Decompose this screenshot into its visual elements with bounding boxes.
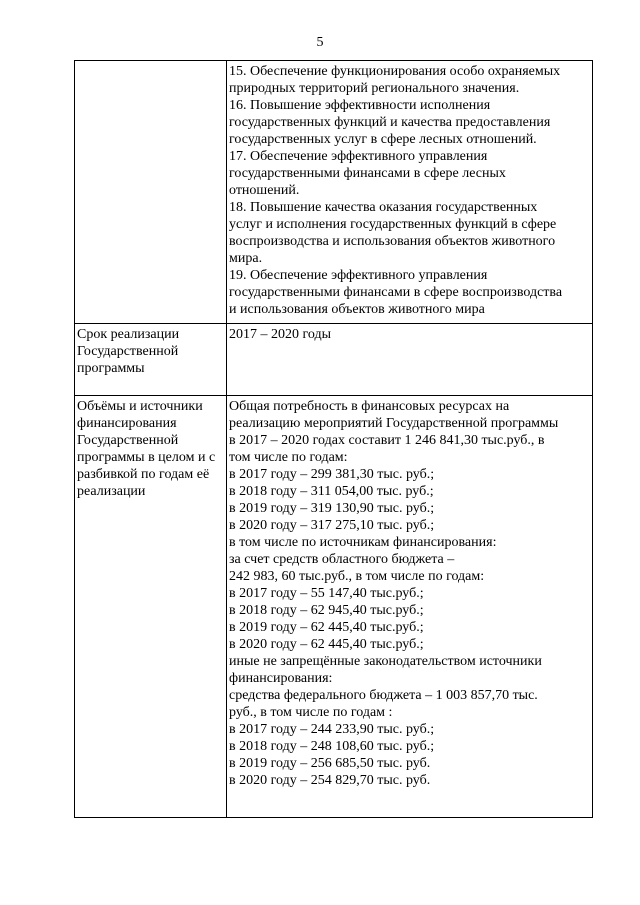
row-value-cell [227, 324, 593, 396]
text-line: в 2017 – 2020 годах составит 1 246 841,30 тыс.руб., в [229, 433, 545, 448]
table-row-financing [75, 396, 593, 818]
label-line: программы в целом и с [77, 450, 216, 465]
text-line: в 2019 году – 319 130,90 тыс. руб.; [229, 501, 435, 516]
text-line: услуг и исполнения государственных функций в сфере [229, 217, 557, 232]
text-line: средства федерального бюджета – 1 003 857,70 тыс. [229, 688, 538, 703]
text-line: в том числе по источникам финансирования: [229, 535, 497, 550]
label-line: Государственной [77, 344, 179, 359]
text-line: в 2017 году – 55 147,40 тыс.руб.; [229, 586, 424, 601]
text-line: том числе по годам: [229, 450, 348, 465]
row-value-cell [227, 396, 593, 818]
text-line: 18. Повышение качества оказания государственных [229, 200, 538, 215]
text-line: и использования объектов животного мира [229, 302, 485, 317]
text-line: в 2019 году – 256 685,50 тыс. руб. [229, 756, 431, 771]
page-number: 5 [316, 35, 324, 50]
text-line: в 2020 году – 62 445,40 тыс.руб.; [229, 637, 424, 652]
row-value-cell [227, 61, 593, 324]
text-line: 16. Повышение эффективности исполнения [229, 98, 491, 113]
table-row-tasks [75, 61, 593, 324]
text-line: в 2020 году – 317 275,10 тыс. руб.; [229, 518, 435, 533]
text-line: в 2017 году – 299 381,30 тыс. руб.; [229, 467, 435, 482]
label-line: Объёмы и источники [77, 399, 203, 414]
text-line: 2017 – 2020 годы [229, 327, 332, 342]
text-line: в 2018 году – 248 108,60 тыс. руб.; [229, 739, 435, 754]
text-line: Общая потребность в финансовых ресурсах на [229, 399, 510, 414]
text-line: 242 983, 60 тыс.руб., в том числе по годам: [229, 569, 485, 584]
text-line: в 2017 году – 244 233,90 тыс. руб.; [229, 722, 435, 737]
row-label-cell [75, 396, 227, 818]
label-line: разбивкой по годам её [77, 467, 210, 482]
text-line: реализацию мероприятий Государственной программы [229, 416, 559, 431]
table-row-period [75, 324, 593, 396]
passport-table [74, 60, 593, 818]
text-line: иные не запрещённые законодательством источники [229, 654, 542, 669]
label-line: Государственной [77, 433, 179, 448]
label-line: Срок реализации [77, 327, 180, 342]
label-line: реализации [77, 484, 146, 499]
text-line: государственных услуг в сфере лесных отношений. [229, 132, 537, 147]
text-line: государственными финансами в сфере воспроизводства [229, 285, 563, 300]
text-line: природных территорий регионального значения. [229, 81, 520, 96]
text-line: воспроизводства и использования объектов животного [229, 234, 556, 249]
text-line: за счет средств областного бюджета – [229, 552, 455, 567]
text-line: мира. [229, 251, 263, 266]
text-line: отношений. [229, 183, 300, 198]
text-line: в 2020 году – 254 829,70 тыс. руб. [229, 773, 431, 788]
row-label-cell [75, 324, 227, 396]
text-line: руб., в том числе по годам : [229, 705, 393, 720]
row-label-cell [75, 61, 227, 324]
text-line: в 2018 году – 311 054,00 тыс. руб.; [229, 484, 434, 499]
text-line: 19. Обеспечение эффективного управления [229, 268, 488, 283]
text-line: государственными финансами в сфере лесных [229, 166, 506, 181]
text-line: государственных функций и качества предоставления [229, 115, 551, 130]
label-line: финансирования [77, 416, 177, 431]
label-line: программы [77, 361, 145, 376]
text-line: 15. Обеспечение функционирования особо охраняемых [229, 64, 561, 79]
text-line: в 2019 году – 62 445,40 тыс.руб.; [229, 620, 424, 635]
text-line: 17. Обеспечение эффективного управления [229, 149, 488, 164]
text-line: в 2018 году – 62 945,40 тыс.руб.; [229, 603, 424, 618]
text-line: финансирования: [229, 671, 333, 686]
